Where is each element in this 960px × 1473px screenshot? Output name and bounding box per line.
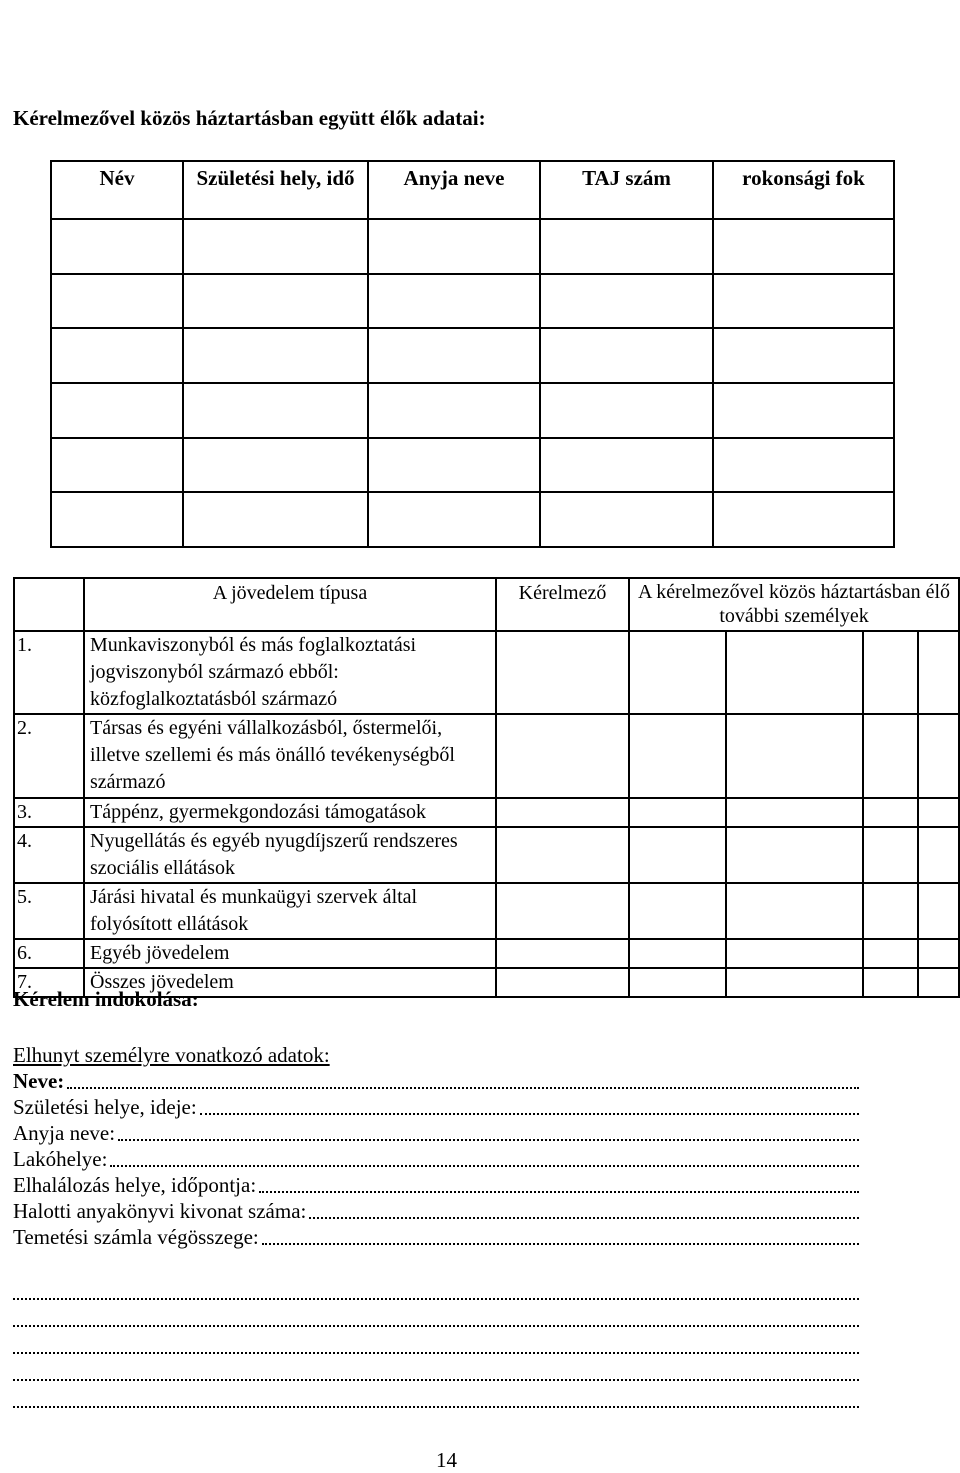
income-type-label: Társas és egyéni vállalkozásból, őstermelői, illetve szellemi és más önálló tevékenységből származó	[84, 714, 496, 798]
income-type-label: Táppénz, gyermekgondozási támogatások	[84, 798, 496, 827]
row-number: 1.	[14, 631, 84, 714]
blank-dotted-line[interactable]	[13, 1379, 859, 1381]
table-cell[interactable]	[726, 827, 863, 883]
table-cell[interactable]	[540, 219, 713, 274]
table-cell[interactable]	[540, 492, 713, 547]
table-cell[interactable]	[496, 714, 629, 798]
table-cell[interactable]	[183, 274, 368, 329]
table-cell[interactable]	[918, 798, 959, 827]
table-cell[interactable]	[540, 274, 713, 329]
table-cell[interactable]	[51, 328, 183, 383]
field-label: Anyja neve:	[13, 1121, 116, 1145]
table-cell[interactable]	[368, 383, 540, 438]
table-cell[interactable]	[183, 219, 368, 274]
table-cell[interactable]	[918, 968, 959, 997]
table-row	[51, 492, 894, 547]
table-cell[interactable]	[496, 798, 629, 827]
table-cell[interactable]	[51, 219, 183, 274]
table-cell[interactable]	[368, 328, 540, 383]
table-cell[interactable]	[496, 827, 629, 883]
table-cell[interactable]	[496, 631, 629, 714]
deceased-mother-field[interactable]	[13, 1120, 859, 1146]
table-row	[51, 274, 894, 329]
table-cell[interactable]	[183, 328, 368, 383]
blank-dotted-line[interactable]	[13, 1352, 859, 1354]
table-cell[interactable]	[863, 968, 918, 997]
table-cell[interactable]	[713, 438, 894, 493]
table-cell[interactable]	[51, 274, 183, 329]
row-number: 4.	[14, 827, 84, 883]
table-cell[interactable]	[51, 492, 183, 547]
table-cell[interactable]	[368, 274, 540, 329]
income-type-label: Egyéb jövedelem	[84, 939, 496, 968]
table-cell[interactable]	[540, 328, 713, 383]
income-type-label: Munkaviszonyból és más foglalkoztatási jogviszonyból származó ebből: közfoglalkoztatásból származó	[84, 631, 496, 714]
income-row	[14, 798, 959, 827]
table-cell[interactable]	[726, 631, 863, 714]
table-cell[interactable]	[863, 939, 918, 968]
income-row	[14, 883, 959, 939]
table-cell[interactable]	[713, 383, 894, 438]
table-cell[interactable]	[726, 798, 863, 827]
income-row	[14, 939, 959, 968]
deceased-death-field[interactable]	[13, 1172, 859, 1198]
dotted-line	[309, 1217, 859, 1219]
table-cell[interactable]	[863, 714, 918, 798]
table-cell[interactable]	[918, 883, 959, 939]
row-number: 7.	[14, 968, 84, 997]
table-cell[interactable]	[713, 328, 894, 383]
table-cell[interactable]	[51, 383, 183, 438]
field-label: Halotti anyakönyvi kivonat száma:	[13, 1199, 307, 1223]
table-cell[interactable]	[540, 438, 713, 493]
income-row	[14, 827, 959, 883]
dotted-line	[262, 1243, 859, 1245]
table-cell[interactable]	[918, 631, 959, 714]
table-cell[interactable]	[540, 383, 713, 438]
deceased-section-title: Elhunyt személyre vonatkozó adatok:	[13, 1043, 330, 1067]
other-persons-header: A kérelmezővel közös háztartásban élő további személyek	[629, 578, 959, 631]
deceased-name-field[interactable]	[13, 1068, 859, 1094]
table-cell[interactable]	[51, 438, 183, 493]
row-number: 5.	[14, 883, 84, 939]
table-cell[interactable]	[629, 798, 726, 827]
table-cell[interactable]	[863, 883, 918, 939]
table-cell[interactable]	[496, 883, 629, 939]
section-heading: Kérelmezővel közös háztartásban együtt élők adatai:	[13, 106, 486, 130]
table-cell	[14, 578, 84, 631]
table-cell[interactable]	[629, 827, 726, 883]
table-cell[interactable]	[726, 968, 863, 997]
dotted-line	[259, 1191, 859, 1193]
table-cell[interactable]	[863, 827, 918, 883]
row-number: 6.	[14, 939, 84, 968]
table-row	[51, 438, 894, 493]
table-cell[interactable]	[629, 714, 726, 798]
table-row	[51, 219, 894, 274]
table-cell[interactable]	[629, 883, 726, 939]
table-cell[interactable]	[629, 968, 726, 997]
table-cell[interactable]	[496, 968, 629, 997]
field-label: Temetési számla végösszege:	[13, 1225, 259, 1249]
funeral-invoice-field[interactable]	[13, 1224, 859, 1250]
column-header-birth: Születési hely, idő	[183, 161, 368, 219]
table-cell[interactable]	[183, 492, 368, 547]
field-label: Neve:	[13, 1069, 65, 1093]
blank-dotted-line[interactable]	[13, 1325, 859, 1327]
dotted-line	[118, 1139, 859, 1141]
applicant-header: Kérelmező	[496, 578, 629, 631]
deceased-address-field[interactable]	[13, 1146, 859, 1172]
table-cell[interactable]	[726, 883, 863, 939]
field-label: Elhalálozás helye, időpontja:	[13, 1173, 257, 1197]
column-header-mother: Anyja neve	[368, 161, 540, 219]
income-header-row	[14, 578, 959, 631]
income-type-header: A jövedelem típusa	[84, 578, 496, 631]
table-row	[51, 383, 894, 438]
dotted-line	[110, 1165, 859, 1167]
reason-label: Kérelem indokolása:	[13, 987, 199, 1011]
table-cell[interactable]	[918, 714, 959, 798]
field-label: Születési helye, ideje:	[13, 1095, 197, 1119]
table-cell[interactable]	[183, 383, 368, 438]
table-cell[interactable]	[368, 492, 540, 547]
column-header-taj: TAJ szám	[540, 161, 713, 219]
table-cell[interactable]	[629, 631, 726, 714]
field-label: Lakóhelye:	[13, 1147, 108, 1171]
column-header-name: Név	[51, 161, 183, 219]
table-cell[interactable]	[713, 274, 894, 329]
table-cell[interactable]	[918, 827, 959, 883]
table-cell[interactable]	[629, 939, 726, 968]
table-cell[interactable]	[496, 939, 629, 968]
income-row	[14, 714, 959, 798]
table-cell[interactable]	[713, 492, 894, 547]
income-type-label: Nyugellátás és egyéb nyugdíjszerű rendszeres szociális ellátások	[84, 827, 496, 883]
deceased-birth-field[interactable]	[13, 1094, 859, 1120]
table-cell[interactable]	[726, 714, 863, 798]
table-cell[interactable]	[713, 219, 894, 274]
death-certificate-field[interactable]	[13, 1198, 859, 1224]
blank-dotted-line[interactable]	[13, 1298, 859, 1300]
column-header-relation: rokonsági fok	[713, 161, 894, 219]
income-type-label: Járási hivatal és munkaügyi szervek által folyósított ellátások	[84, 883, 496, 939]
dotted-line	[67, 1087, 859, 1089]
income-type-label: Összes jövedelem	[84, 968, 496, 997]
income-table	[13, 577, 960, 998]
income-row	[14, 631, 959, 714]
table-header-row	[51, 161, 894, 219]
table-cell[interactable]	[368, 438, 540, 493]
blank-dotted-line[interactable]	[13, 1406, 859, 1408]
household-members-table	[50, 160, 895, 548]
row-number: 3.	[14, 798, 84, 827]
dotted-line	[200, 1113, 859, 1115]
table-cell[interactable]	[863, 798, 918, 827]
row-number: 2.	[14, 714, 84, 798]
table-cell[interactable]	[726, 939, 863, 968]
table-cell[interactable]	[918, 939, 959, 968]
table-cell[interactable]	[183, 438, 368, 493]
table-cell[interactable]	[368, 219, 540, 274]
table-row	[51, 328, 894, 383]
table-cell[interactable]	[863, 631, 918, 714]
page-number: 14	[436, 1448, 457, 1472]
